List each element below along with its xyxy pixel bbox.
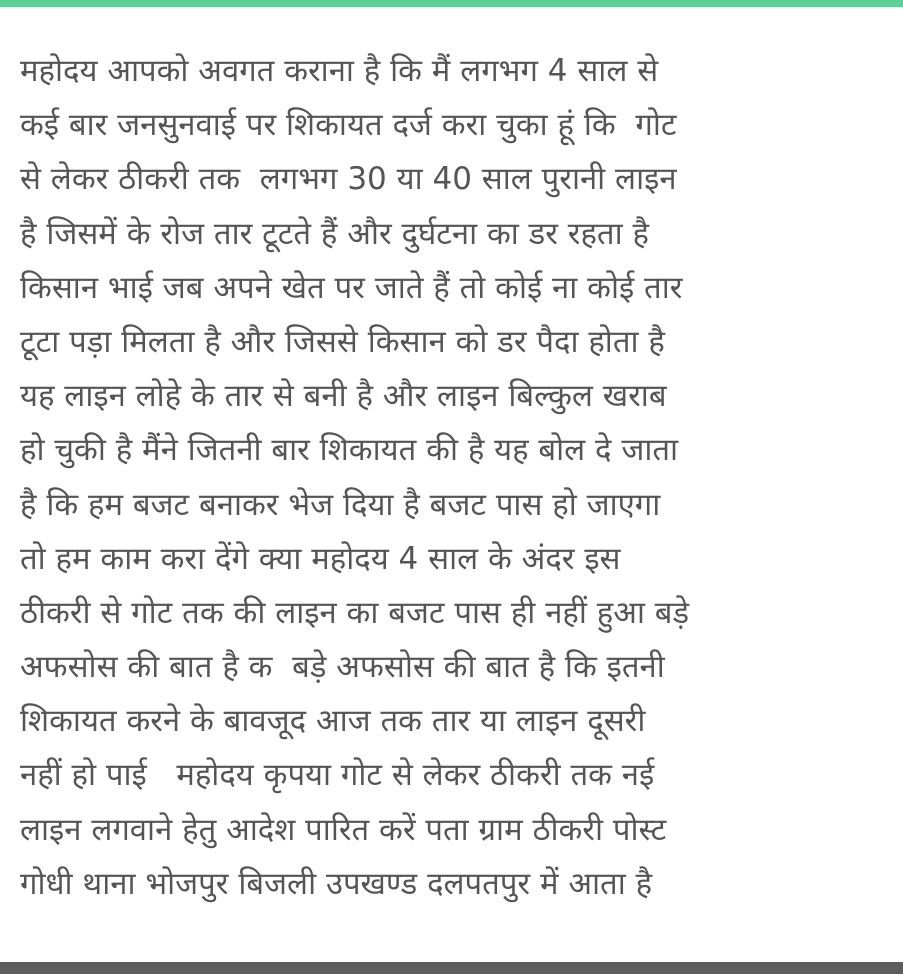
text-line: गोधी थाना भोजपुर बिजली उपखण्ड दलपतपुर में आता है <box>20 865 653 902</box>
complaint-text-block <box>20 44 890 911</box>
text-line: कई बार जनसुनवाई पर शिकायत दर्ज करा चुका हूं कि गोट <box>20 107 677 144</box>
text-line: अफसोस की बात है क बड़े अफसोस की बात है कि इतनी <box>20 649 665 686</box>
bottom-bar <box>0 962 903 974</box>
text-line: किसान भाई जब अपने खेत पर जाते हैं तो कोई ना कोई तार <box>20 269 683 306</box>
text-line: नहीं हो पाई महोदय कृपया गोट से लेकर ठीकरी तक नई <box>20 757 655 794</box>
text-line: ठीकरी से गोट तक की लाइन का बजट पास ही नहीं हुआ बड़े <box>20 594 690 631</box>
text-line: लाइन लगवाने हेतु आदेश पारित करें पता ग्राम ठीकरी पोस्ट <box>20 811 667 848</box>
text-line: शिकायत करने के बावजूद आज तक तार या लाइन दूसरी <box>20 703 646 740</box>
text-line: है कि हम बजट बनाकर भेज दिया है बजट पास हो जाएगा <box>20 486 661 523</box>
text-line: महोदय आपको अवगत कराना है कि मैं लगभग 4 साल से <box>20 53 659 89</box>
text-line: तो हम काम करा देंगे क्या महोदय 4 साल के अंदर इस <box>20 540 621 577</box>
text-line: से लेकर ठीकरी तक लगभग 30 या 40 साल पुरानी लाइन <box>20 161 677 198</box>
text-line: यह लाइन लोहे के तार से बनी है और लाइन बिल्कुल खराब <box>20 378 667 415</box>
text-line: टूटा पड़ा मिलता है और जिससे किसान को डर पैदा होता है <box>20 323 665 360</box>
text-line: है जिसमें के रोज तार टूटते हैं और दुर्घटना का डर रहता है <box>20 215 649 252</box>
text-line: हो चुकी है मैंने जितनी बार शिकायत की है यह बोल दे जाता <box>20 432 679 469</box>
top-accent-bar <box>0 0 903 7</box>
